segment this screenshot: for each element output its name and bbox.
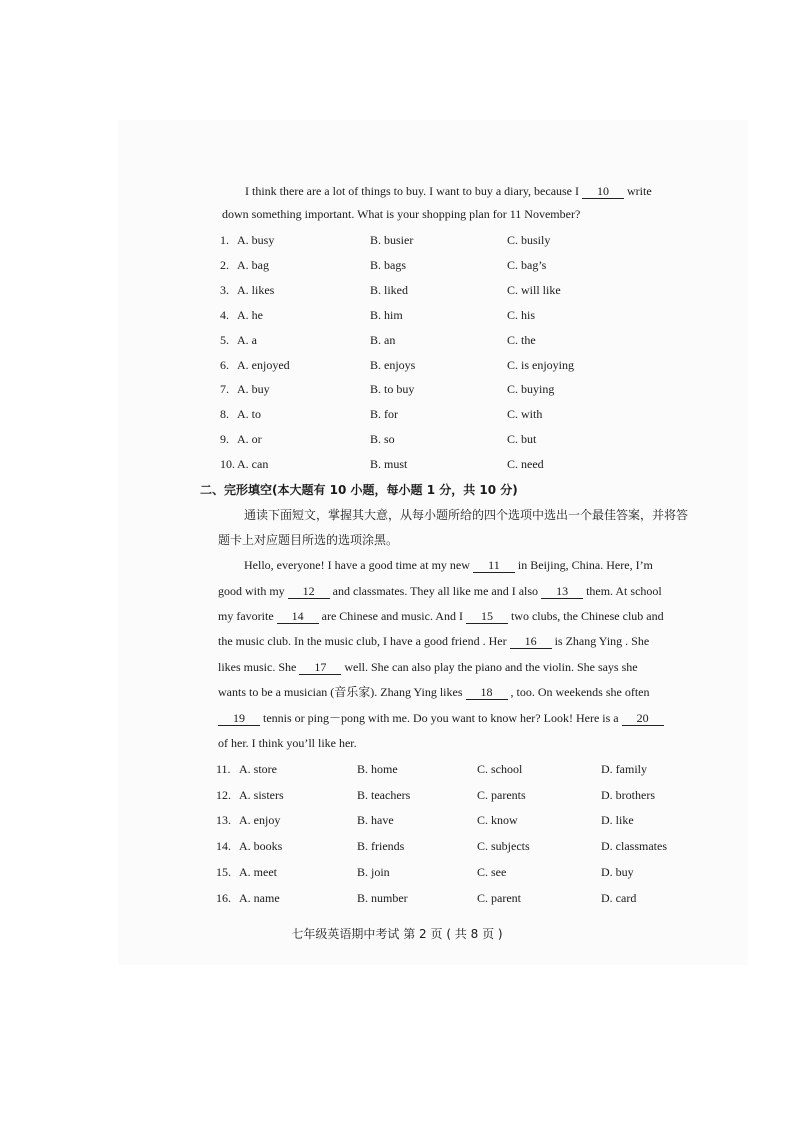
blank-11: 11 [473,559,515,573]
option-c: C. with [507,407,543,422]
option-b: B. have [357,813,394,828]
blank-14: 14 [277,610,319,624]
option-c: C. school [477,762,523,776]
question-number: 9. [220,432,229,447]
page-footer: 七年级英语期中考试 第 2 页 ( 共 8 页 ) [291,927,503,941]
question-number: 4. [220,307,229,322]
intro-text: I think there are a lot of things to buy. I want to buy a diary, because I [245,184,580,198]
option-c: C. subjects [477,839,530,854]
blank-20: 20 [622,712,664,726]
option-c: C. need [507,457,544,472]
option-d: D. card [601,890,637,905]
passage-line-3 [218,608,664,624]
option-a: A. meet [239,864,277,879]
instruction-line-2: 题卡上对应题目所选的选项涂黑。 [218,533,399,547]
blank-18: 18 [466,686,508,700]
question-number: 2. [220,257,229,272]
option-a: A. enjoyed [237,357,290,372]
option-c: C. but [507,432,537,447]
passage-line-8: of her. I think you’ll like her. [218,736,357,750]
passage-line-2 [218,583,662,599]
blank-17: 17 [299,661,341,675]
passage-text: two clubs, the Chinese club and [510,609,664,623]
blank-15: 15 [466,610,508,624]
option-b: B. must [370,457,408,472]
option-d: D. buy [601,864,634,879]
blank-16: 16 [510,635,552,649]
question-number: 1. [220,233,229,247]
passage-text: likes music. She [218,660,297,674]
blank-13: 13 [541,585,583,599]
passage-text: are Chinese and music. And I [321,609,463,623]
option-a: A. buy [237,382,270,397]
option-c: C. bag’s [507,257,547,272]
intro-text: write [627,184,652,198]
passage-text: the music club. In the music club, I have a good friend . Her [218,634,507,648]
blank-10: 10 [582,185,624,199]
option-d: D. like [601,813,634,828]
option-a: A. busy [237,233,275,247]
option-b: B. so [370,432,395,447]
question-number: 16. [216,890,231,905]
option-b: B. bags [370,257,406,272]
question-number: 5. [220,332,229,347]
passage-text: and classmates. They all like me and I also [332,584,539,598]
option-a: A. can [237,457,269,472]
section-heading: 二、完形填空(本大题有 10 小题，每小题 1 分，共 10 分) [200,483,518,497]
question-number: 15. [216,864,231,879]
option-a: A. a [237,332,257,347]
option-a: A. bag [237,257,269,272]
option-b: B. home [357,762,398,776]
option-b: B. number [357,890,408,905]
option-d: D. brothers [601,787,655,802]
option-b: B. for [370,407,398,422]
question-number: 3. [220,282,229,297]
option-c: C. the [507,332,536,347]
option-b: B. liked [370,282,408,297]
blank-19: 19 [218,712,260,726]
instruction-line-1: 通读下面短文，掌握其大意，从每小题所给的四个选项中选出一个最佳答案，并将答 [244,508,689,522]
passage-text: , too. On weekends she often [510,685,650,699]
option-a: A. books [239,839,283,854]
intro-line-1 [245,183,652,199]
option-b: B. join [357,864,390,879]
option-c: C. is enjoying [507,357,575,372]
option-b: B. enjoys [370,357,416,372]
question-number: 13. [216,813,231,828]
option-d: D. classmates [601,839,667,854]
option-d: D. family [601,762,647,776]
intro-line-2: down something important. What is your shopping plan for 11 November? [222,207,581,221]
option-b: B. busier [370,233,414,247]
question-number: 12. [216,787,231,802]
option-b: B. to buy [370,382,415,397]
question-number: 8. [220,407,229,422]
question-number: 7. [220,382,229,397]
option-a: A. sisters [239,787,284,802]
option-a: A. to [237,407,261,422]
option-c: C. his [507,307,536,322]
option-a: A. likes [237,282,275,297]
question-number: 11. [216,762,231,776]
option-b: B. him [370,307,403,322]
option-c: C. see [477,864,507,879]
option-a: A. he [237,307,263,322]
passage-text: tennis or ping－pong with me. Do you want to know her? Look! Here is a [263,711,619,725]
blank-12: 12 [288,585,330,599]
passage-text: Hello, everyone! I have a good time at my new [244,558,470,572]
option-a: A. name [239,890,280,905]
option-a: A. store [239,762,277,776]
option-c: C. buying [507,382,555,397]
question-number: 6. [220,357,229,372]
passage-text: good with my [218,584,285,598]
option-c: C. know [477,813,518,828]
option-c: C. will like [507,282,561,297]
passage-text: my favorite [218,609,274,623]
question-number: 10. [220,457,235,472]
passage-line-1 [244,557,653,573]
option-c: C. parents [477,787,526,802]
passage-line-7 [218,710,664,726]
passage-line-6 [218,684,649,700]
option-c: C. parent [477,890,521,905]
passage-text: is Zhang Ying . She [554,634,650,648]
passage-text: wants to be a musician (音乐家). Zhang Ying likes [218,685,463,699]
option-a: A. enjoy [239,813,281,828]
question-number: 14. [216,839,231,854]
option-b: B. friends [357,839,405,854]
option-a: A. or [237,432,262,447]
option-c: C. busily [507,233,551,247]
passage-text: them. At school [586,584,662,598]
option-b: B. teachers [357,787,411,802]
passage-line-5 [218,659,638,675]
passage-text: well. She can also play the piano and the violin. She says she [344,660,638,674]
option-b: B. an [370,332,396,347]
passage-line-4 [218,633,649,649]
passage-text: in Beijing, China. Here, I’m [517,558,653,572]
